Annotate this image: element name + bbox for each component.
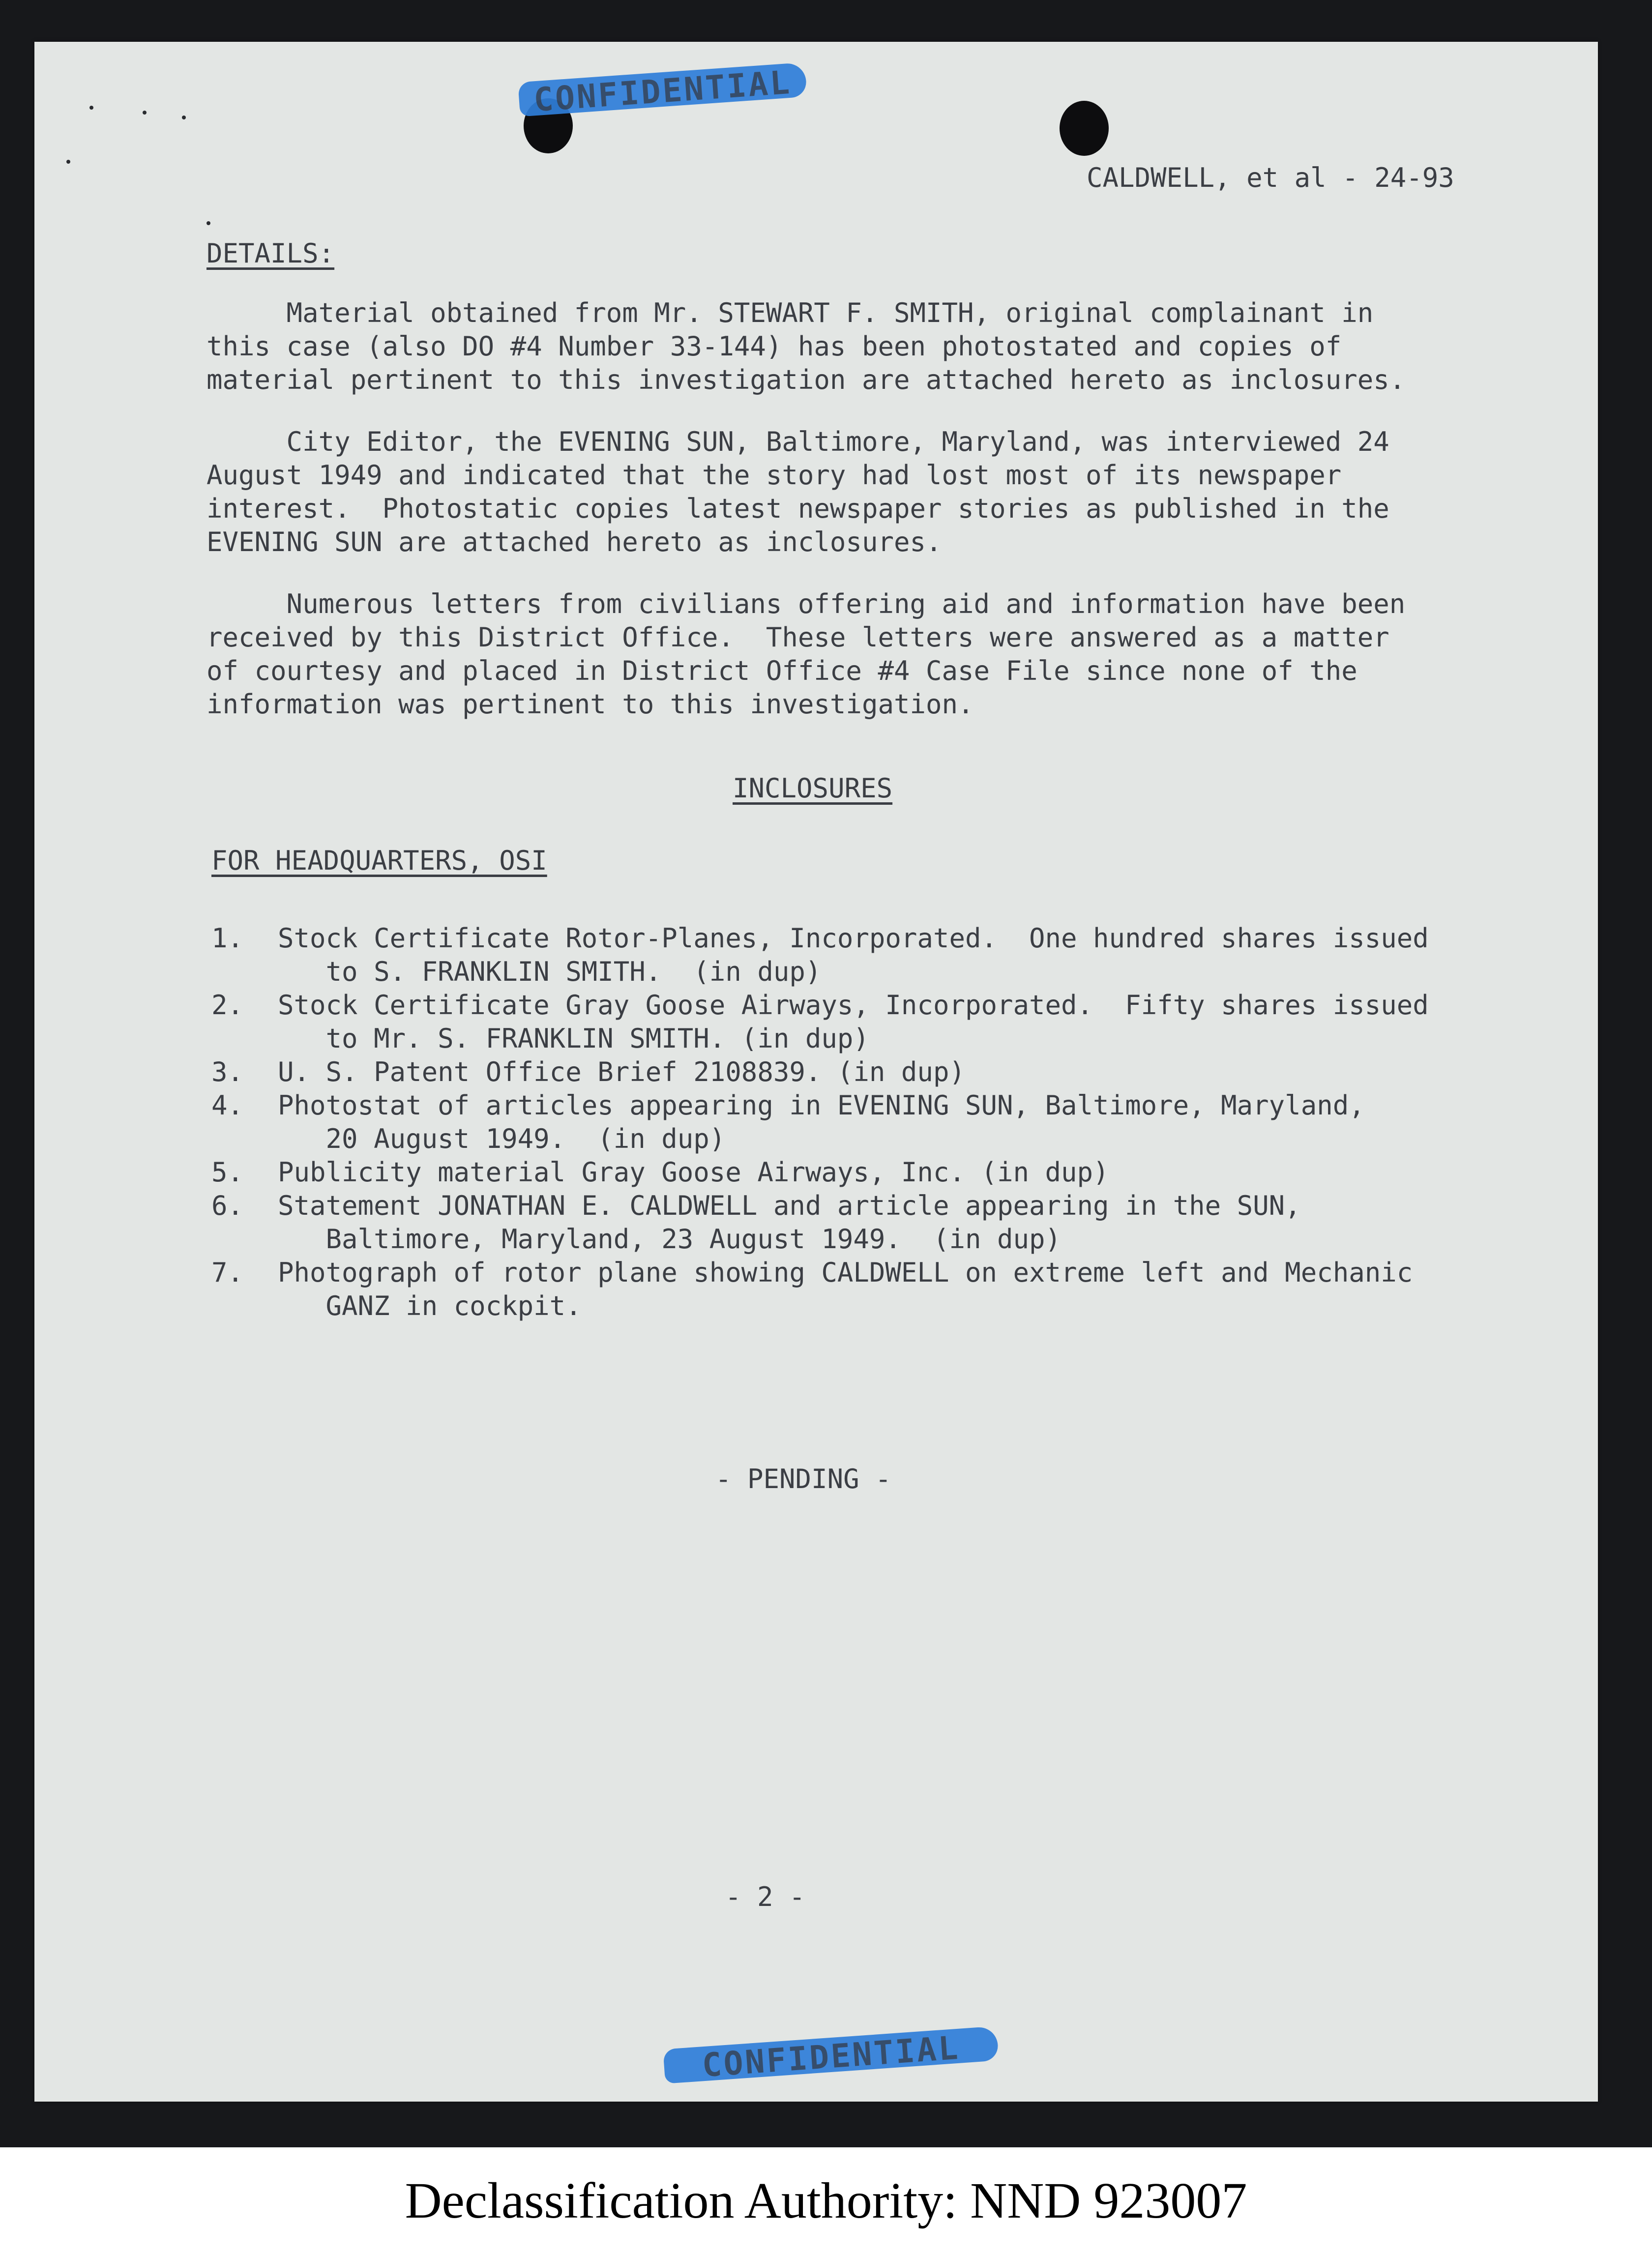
- punch-hole-right: [1060, 101, 1109, 156]
- item-text: Stock Certificate Rotor-Planes, Incorporated. One hundred shares issued: [278, 923, 1429, 954]
- item-text: Publicity material Gray Goose Airways, Inc. (in dup): [278, 1157, 1109, 1188]
- inclosures-subheading: FOR HEADQUARTERS, OSI: [211, 845, 547, 876]
- item-text: Stock Certificate Gray Goose Airways, Incorporated. Fifty shares issued: [278, 990, 1429, 1021]
- item-text: Baltimore, Maryland, 23 August 1949. (in dup): [278, 1224, 1062, 1255]
- item-text: U. S. Patent Office Brief 2108839. (in dup): [278, 1056, 965, 1087]
- file-reference: CALDWELL, et al - 24-93: [1087, 162, 1454, 193]
- item-number: 7.: [211, 1257, 244, 1288]
- item-number: 1.: [211, 923, 244, 954]
- item-number: 3.: [211, 1056, 244, 1087]
- text-line: City Editor, the EVENING SUN, Baltimore, Maryland, was interviewed 24: [206, 426, 1389, 457]
- item-text: to S. FRANKLIN SMITH. (in dup): [278, 956, 822, 987]
- item-number: 6.: [211, 1190, 244, 1221]
- text-line: Material obtained from Mr. STEWART F. SMITH, original complainant in: [206, 297, 1374, 328]
- speck: [143, 111, 147, 115]
- text-line: EVENING SUN are attached hereto as inclosures.: [206, 527, 942, 557]
- text-line: information was pertinent to this investigation.: [206, 689, 974, 720]
- item-number: 4.: [211, 1090, 244, 1121]
- text-line: Numerous letters from civilians offering aid and information have been: [206, 588, 1406, 619]
- confidential-stamp-bottom: CONFIDENTIAL: [664, 2038, 998, 2072]
- speck: [206, 221, 210, 225]
- document-page: [34, 42, 1598, 2102]
- speck: [66, 160, 70, 164]
- text-line: of courtesy and placed in District Office #4 Case File since none of the: [206, 655, 1357, 686]
- confidential-stamp-top: CONFIDENTIAL: [519, 72, 806, 107]
- status-pending: - PENDING -: [715, 1464, 891, 1494]
- inclosures-heading: INCLOSURES: [733, 773, 893, 804]
- details-heading: DETAILS:: [206, 238, 335, 269]
- item-text: Photograph of rotor plane showing CALDWELL on extreme left and Mechanic: [278, 1257, 1413, 1288]
- item-number: 5.: [211, 1157, 244, 1188]
- text-line: material pertinent to this investigation are attached hereto as inclosures.: [206, 364, 1406, 395]
- text-line: interest. Photostatic copies latest newspaper stories as published in the: [206, 493, 1389, 524]
- item-text: Photostat of articles appearing in EVENING SUN, Baltimore, Maryland,: [278, 1090, 1365, 1121]
- item-text: to Mr. S. FRANKLIN SMITH. (in dup): [278, 1023, 869, 1054]
- text-line: this case (also DO #4 Number 33-144) has been photostated and copies of: [206, 331, 1342, 362]
- item-text: Statement JONATHAN E. CALDWELL and article appearing in the SUN,: [278, 1190, 1301, 1221]
- page-number: - 2 -: [725, 1881, 805, 1912]
- item-text: GANZ in cockpit.: [278, 1290, 582, 1321]
- text-line: received by this District Office. These letters were answered as a matter: [206, 622, 1389, 653]
- speck: [182, 116, 186, 119]
- item-number: 2.: [211, 990, 244, 1021]
- text-line: August 1949 and indicated that the story had lost most of its newspaper: [206, 460, 1342, 491]
- declassification-footer: Declassification Authority: NND 923007: [405, 2172, 1247, 2229]
- speck: [89, 106, 93, 110]
- item-text: 20 August 1949. (in dup): [278, 1123, 726, 1154]
